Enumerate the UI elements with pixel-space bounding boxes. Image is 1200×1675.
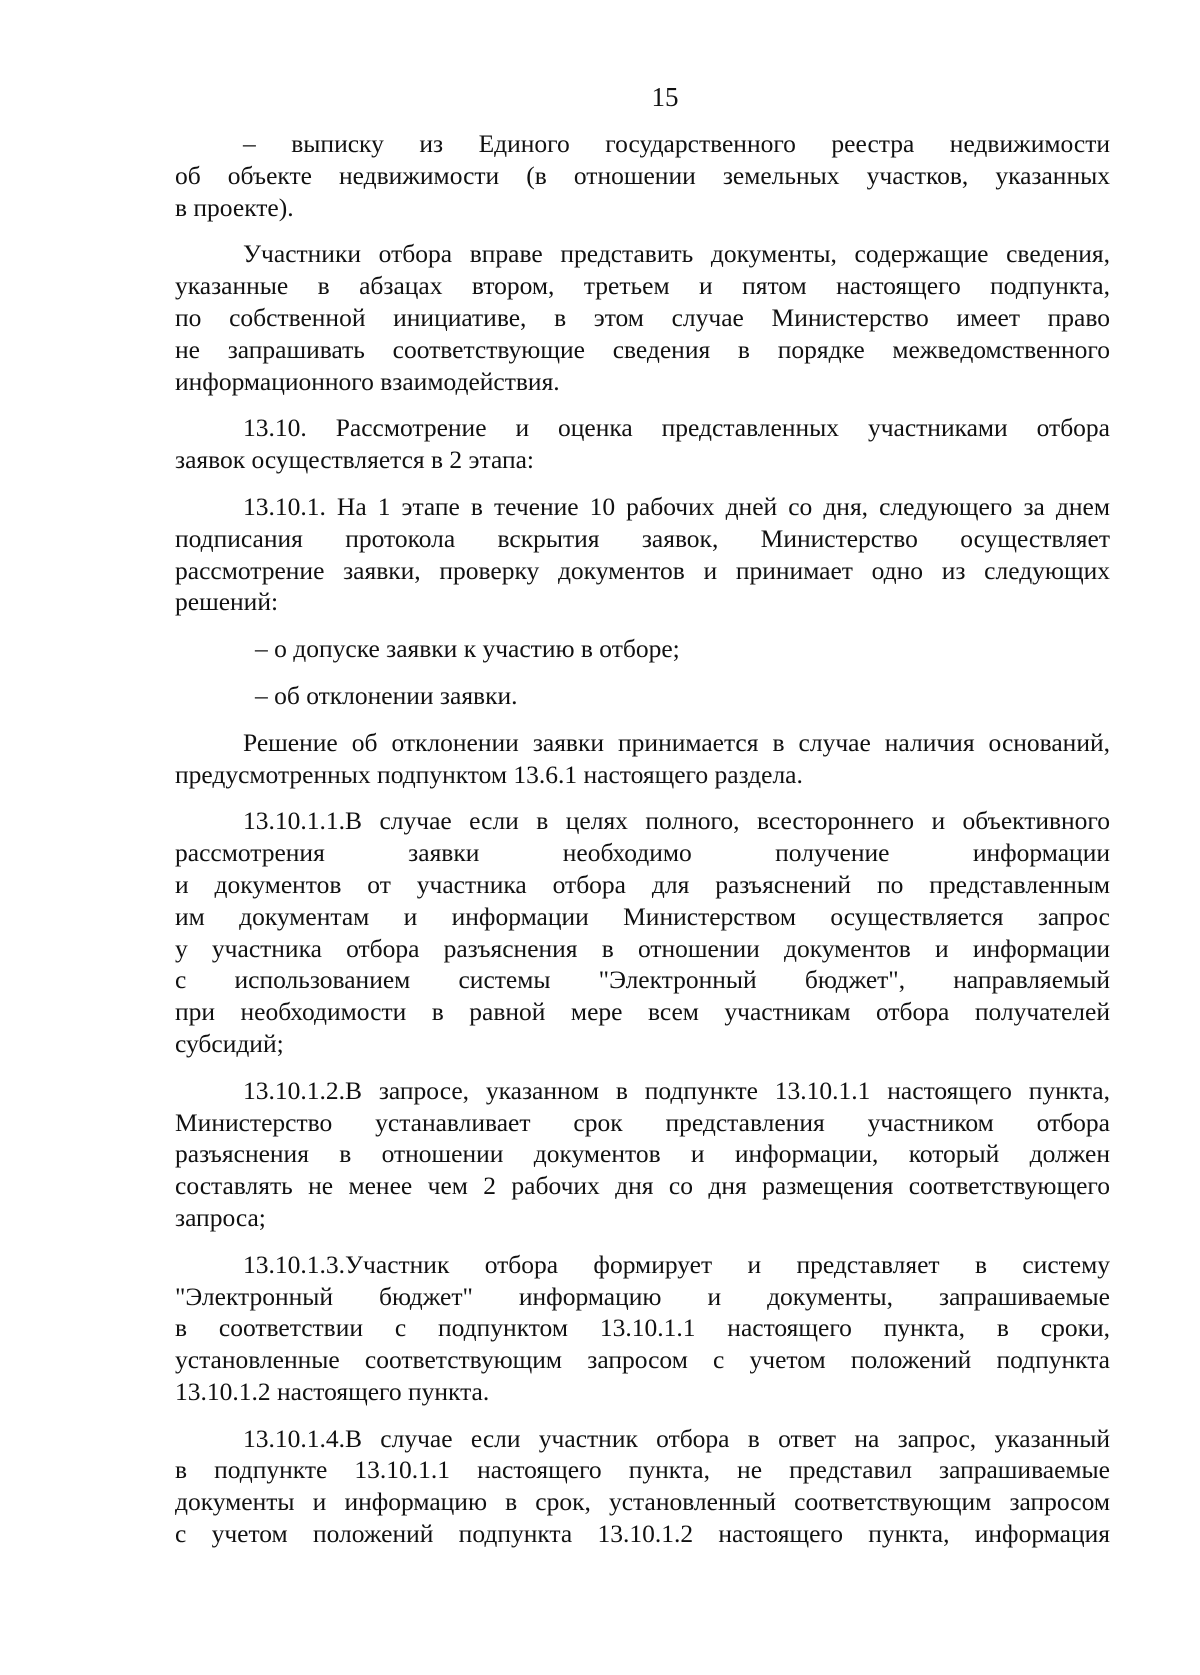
- list-item: – о допуске заявки к участию в отборе;: [255, 634, 680, 664]
- text-line: запроса;: [175, 1202, 266, 1232]
- text-line: с учетом положений подпункта 13.10.1.2 настоящего пункта, информация: [175, 1519, 1110, 1549]
- text-line: у участника отбора разъяснения в отношении документов и информации: [175, 933, 1110, 963]
- text-line: не запрашивать соответствующие сведения в порядке межведомственного: [175, 334, 1110, 364]
- paragraph: [175, 238, 1110, 397]
- text-line: в подпункте 13.10.1.1 настоящего пункта, не представил запрашиваемые: [175, 1455, 1110, 1485]
- text-line: и документов от участника отбора для разъяснений по представленным: [175, 869, 1110, 899]
- paragraph: [175, 1249, 1110, 1408]
- text-line: в проекте).: [175, 192, 294, 222]
- text-line: в соответствии с подпунктом 13.10.1.1 настоящего пункта, в сроки,: [175, 1313, 1110, 1343]
- text-line: подписания протокола вскрытия заявок, Министерство осуществляет: [175, 523, 1110, 553]
- list-item: – об отклонении заявки.: [255, 680, 518, 710]
- text-line: заявок осуществляется в 2 этапа:: [175, 445, 534, 475]
- text-line: рассмотрения заявки необходимо получение информации: [175, 838, 1110, 868]
- text-line: с использованием системы "Электронный бюджет", направляемый: [175, 965, 1110, 995]
- text-line: при необходимости в равной мере всем участникам отбора получателей: [175, 997, 1110, 1027]
- text-line: 13.10. Рассмотрение и оценка представленных участниками отбора: [243, 413, 1110, 443]
- text-line: установленные соответствующим запросом с учетом положений подпункта: [175, 1345, 1110, 1375]
- text-line: документы и информацию в срок, установленный соответствующим запросом: [175, 1487, 1110, 1517]
- paragraph: [175, 412, 1110, 476]
- page-number: 15: [651, 82, 679, 112]
- text-line: решений:: [175, 587, 279, 617]
- paragraph: [175, 1075, 1110, 1234]
- text-line: информационного взаимодействия.: [175, 366, 560, 396]
- paragraph: [175, 128, 1110, 223]
- text-line: 13.10.1.2.В запросе, указанном в подпункте 13.10.1.1 настоящего пункта,: [243, 1075, 1110, 1105]
- text-line: указанные в абзацах втором, третьем и пятом настоящего подпункта,: [175, 271, 1110, 301]
- text-line: 13.10.1.1.В случае если в целях полного, всестороннего и объективного: [243, 806, 1110, 836]
- text-line: 13.10.1.4.В случае если участник отбора в ответ на запрос, указанный: [243, 1423, 1110, 1453]
- text-line: составлять не менее чем 2 рабочих дня со дня размещения соответствующего: [175, 1171, 1110, 1201]
- text-line: разъяснения в отношении документов и информации, который должен: [175, 1139, 1110, 1169]
- text-line: 13.10.1.3.Участник отбора формирует и представляет в систему: [243, 1249, 1110, 1279]
- text-line: Министерство устанавливает срок представления участником отбора: [175, 1107, 1110, 1137]
- text-line: – выписку из Единого государственного реестра недвижимости: [243, 129, 1110, 158]
- text-line: 13.10.1.2 настоящего пункта.: [175, 1376, 490, 1406]
- text-line: предусмотренных подпунктом 13.6.1 настоящего раздела.: [175, 759, 803, 789]
- text-line: рассмотрение заявки, проверку документов и принимает одно из следующих: [175, 555, 1110, 585]
- text-line: Участники отбора вправе представить документы, содержащие сведения,: [243, 239, 1110, 269]
- text-line: 13.10.1. На 1 этапе в течение 10 рабочих дней со дня, следующего за днем: [243, 491, 1110, 521]
- document-body: [175, 128, 1110, 1550]
- text-line: "Электронный бюджет" информацию и документы, запрашиваемые: [175, 1281, 1110, 1311]
- text-line: Решение об отклонении заявки принимается в случае наличия оснований,: [243, 727, 1110, 757]
- text-line: об объекте недвижимости (в отношении земельных участков, указанных: [175, 160, 1110, 190]
- text-line: субсидий;: [175, 1028, 284, 1058]
- paragraph: [175, 727, 1110, 791]
- paragraph: [175, 1423, 1110, 1550]
- text-line: им документам и информации Министерством осуществляется запрос: [175, 901, 1110, 931]
- paragraph: [175, 805, 1110, 1059]
- paragraph: [175, 491, 1110, 618]
- text-line: по собственной инициативе, в этом случае Министерство имеет право: [175, 302, 1110, 332]
